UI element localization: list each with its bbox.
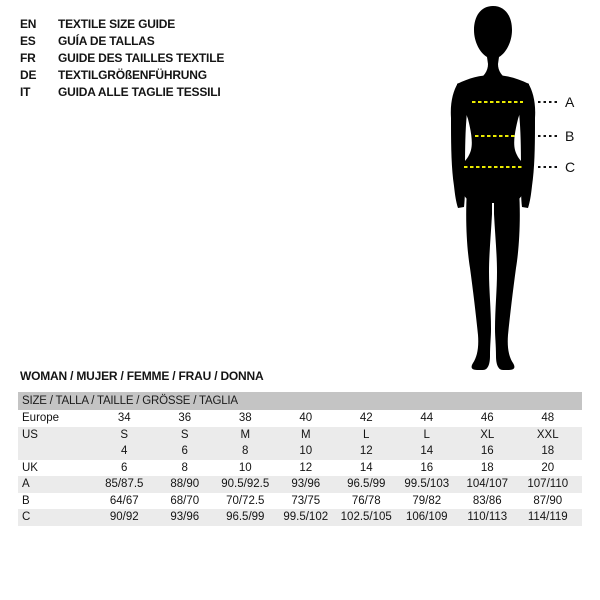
language-row: [20, 83, 224, 100]
size-cell: 34: [117, 412, 131, 425]
table-row: [18, 476, 582, 493]
size-cell: 76/78: [351, 494, 381, 507]
language-title: TEXTILGRÖßENFÜHRUNG: [58, 67, 207, 82]
size-cell: 4: [121, 445, 128, 458]
size-cell: 16: [420, 461, 434, 474]
language-title: GUIDA ALLE TAGLIE TESSILI: [58, 84, 221, 99]
size-cell: 18: [480, 461, 494, 474]
size-cell: 14: [420, 445, 434, 458]
language-title: GUIDE DES TAILLES TEXTILE: [58, 50, 225, 65]
language-code: FR: [20, 50, 36, 65]
size-table-header-label: SIZE / TALLA / TAILLE / GRÖSSE / TAGLIA: [22, 395, 238, 407]
size-cell: 12: [359, 445, 373, 458]
table-row: [18, 460, 582, 477]
row-label: UK: [22, 461, 38, 474]
language-title: GUÍA DE TALLAS: [58, 33, 155, 48]
size-cell: 68/70: [170, 494, 200, 507]
size-table-body: [18, 410, 582, 526]
language-list: [20, 15, 224, 100]
row-cells: [94, 412, 582, 424]
size-cell: 107/110: [527, 478, 569, 491]
language-row: [20, 32, 224, 49]
size-cell: S: [180, 428, 189, 441]
size-cell: 90.5/92.5: [221, 478, 270, 491]
gender-heading: WOMAN / MUJER / FEMME / FRAU / DONNA: [20, 369, 264, 383]
size-cell: 44: [420, 412, 434, 425]
size-cell: 10: [299, 445, 313, 458]
size-cell: 64/67: [109, 494, 139, 507]
size-cell: L: [363, 428, 370, 441]
language-code: ES: [20, 33, 36, 48]
size-cell: 12: [299, 461, 313, 474]
language-row: [20, 15, 224, 32]
size-cell: 93/96: [170, 511, 200, 524]
row-cells: [94, 478, 582, 490]
size-cell: 88/90: [170, 478, 200, 491]
language-code: IT: [20, 84, 31, 99]
size-cell: 99.5/103: [404, 478, 450, 491]
row-label: B: [22, 494, 30, 507]
row-cells: [94, 495, 582, 507]
size-cell: 83/86: [472, 494, 502, 507]
size-cell: 8: [181, 461, 188, 474]
size-cell: XL: [480, 428, 495, 441]
size-cell: 6: [181, 445, 188, 458]
language-row: [20, 49, 224, 66]
row-cells: [94, 445, 582, 457]
language-code: EN: [20, 16, 37, 31]
size-cell: 99.5/102: [283, 511, 329, 524]
table-row: [18, 493, 582, 510]
size-cell: 42: [359, 412, 373, 425]
language-code: DE: [20, 67, 37, 82]
size-cell: 16: [480, 445, 494, 458]
size-cell: 8: [242, 445, 249, 458]
language-row: [20, 66, 224, 83]
size-cell: 104/107: [466, 478, 509, 491]
language-title: TEXTILE SIZE GUIDE: [58, 16, 176, 31]
size-cell: 96.5/99: [226, 511, 265, 524]
size-cell: 90/92: [109, 511, 139, 524]
marker-letter-b: B: [565, 128, 575, 144]
size-cell: 40: [299, 412, 313, 425]
size-cell: 70/72.5: [226, 494, 265, 507]
size-cell: 10: [238, 461, 252, 474]
row-cells: [94, 429, 582, 441]
size-cell: 87/90: [533, 494, 563, 507]
measurement-figure: [420, 0, 600, 380]
size-cell: 96.5/99: [347, 478, 386, 491]
size-cell: 36: [178, 412, 192, 425]
size-cell: 85/87.5: [105, 478, 144, 491]
marker-letter-a: A: [565, 94, 575, 110]
row-label: A: [22, 478, 30, 491]
size-cell: 18: [541, 445, 555, 458]
size-cell: 114/119: [527, 511, 568, 524]
table-row: [18, 443, 582, 460]
size-cell: 110/113: [467, 511, 508, 524]
woman-silhouette: [451, 6, 535, 370]
size-cell: 93/96: [291, 478, 321, 491]
row-label: US: [22, 428, 38, 441]
size-cell: 46: [480, 412, 494, 425]
size-cell: 106/109: [405, 511, 448, 524]
size-cell: S: [120, 428, 129, 441]
row-label: Europe: [22, 412, 60, 425]
size-cell: XXL: [536, 428, 559, 441]
row-label: C: [22, 511, 31, 524]
size-cell: 73/75: [291, 494, 321, 507]
size-cell: 79/82: [412, 494, 442, 507]
marker-letter-c: C: [565, 159, 576, 175]
table-row: [18, 410, 582, 427]
table-row: [18, 509, 582, 526]
size-cell: M: [300, 428, 311, 441]
size-cell: 102.5/105: [340, 511, 392, 524]
size-cell: L: [423, 428, 430, 441]
size-cell: 38: [238, 412, 252, 425]
size-cell: 48: [541, 412, 555, 425]
size-table-header: [18, 392, 582, 410]
size-cell: 14: [359, 461, 373, 474]
size-table: [18, 392, 582, 526]
table-row: [18, 427, 582, 444]
size-cell: M: [240, 428, 251, 441]
size-cell: 6: [121, 461, 128, 474]
row-cells: [94, 462, 582, 474]
row-cells: [94, 511, 582, 523]
size-cell: 20: [541, 461, 555, 474]
